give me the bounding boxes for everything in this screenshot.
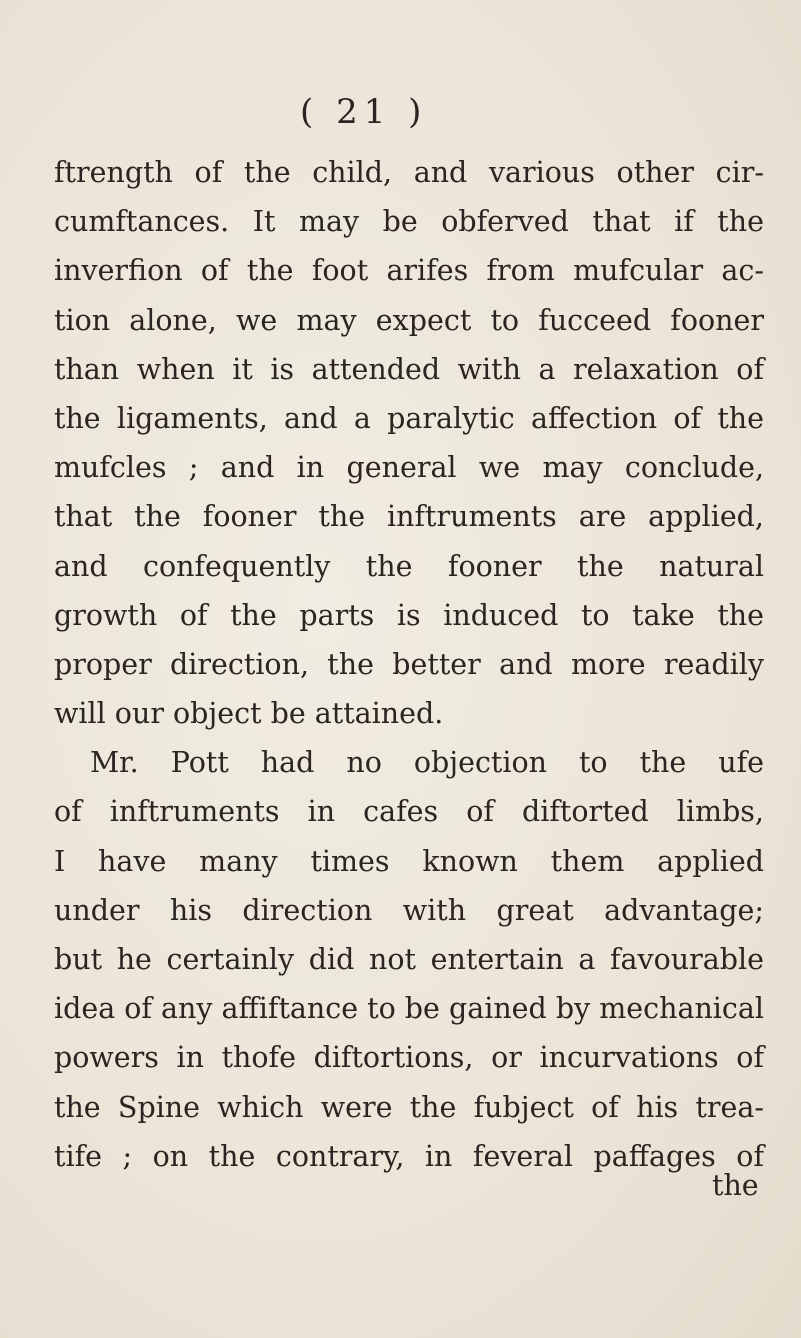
text-line: the ligaments, and a paralytic affection of the [54, 401, 764, 435]
text-line: and confequently the fooner the natural [54, 549, 764, 583]
text-line: I have many times known them applied [54, 844, 764, 878]
page-number: ( 21 ) [300, 92, 428, 132]
text-line: under his direction with great advantage; [54, 893, 764, 927]
text-line: ftrength of the child, and various other cir- [54, 156, 764, 189]
text-line: Mr. Pott had no objection to the ufe [90, 746, 764, 780]
text-line: that the fooner the inftruments are applied, [54, 500, 764, 534]
text-line: powers in thofe diftortions, or incurvations of [54, 1041, 764, 1075]
body-text [54, 148, 764, 1181]
text-line: will our object be attained. [54, 697, 444, 731]
text-line: but he certainly did not entertain a favourable [54, 943, 764, 976]
text-line: cumftances. It may be obferved that if the [54, 205, 764, 239]
text-line: inverfion of the foot arifes from mufcular ac- [54, 254, 764, 288]
text-line: of inftruments in cafes of diftorted limbs, [54, 795, 764, 829]
text-line: idea of any affiftance to be gained by mechanical [54, 992, 764, 1026]
text-line: mufcles ; and in general we may conclude, [54, 451, 764, 485]
text-line: growth of the parts is induced to take the [54, 598, 764, 632]
text-line: than when it is attended with a relaxation of [54, 352, 764, 386]
text-line: tion alone, we may expect to fucceed fooner [54, 303, 764, 337]
text-line: the Spine which were the fubject of his trea- [54, 1090, 764, 1124]
text-line: tife ; on the contrary, in feveral paffages of [54, 1139, 764, 1173]
catchword: the [712, 1169, 759, 1202]
text-line: proper direction, the better and more readily [54, 647, 764, 681]
